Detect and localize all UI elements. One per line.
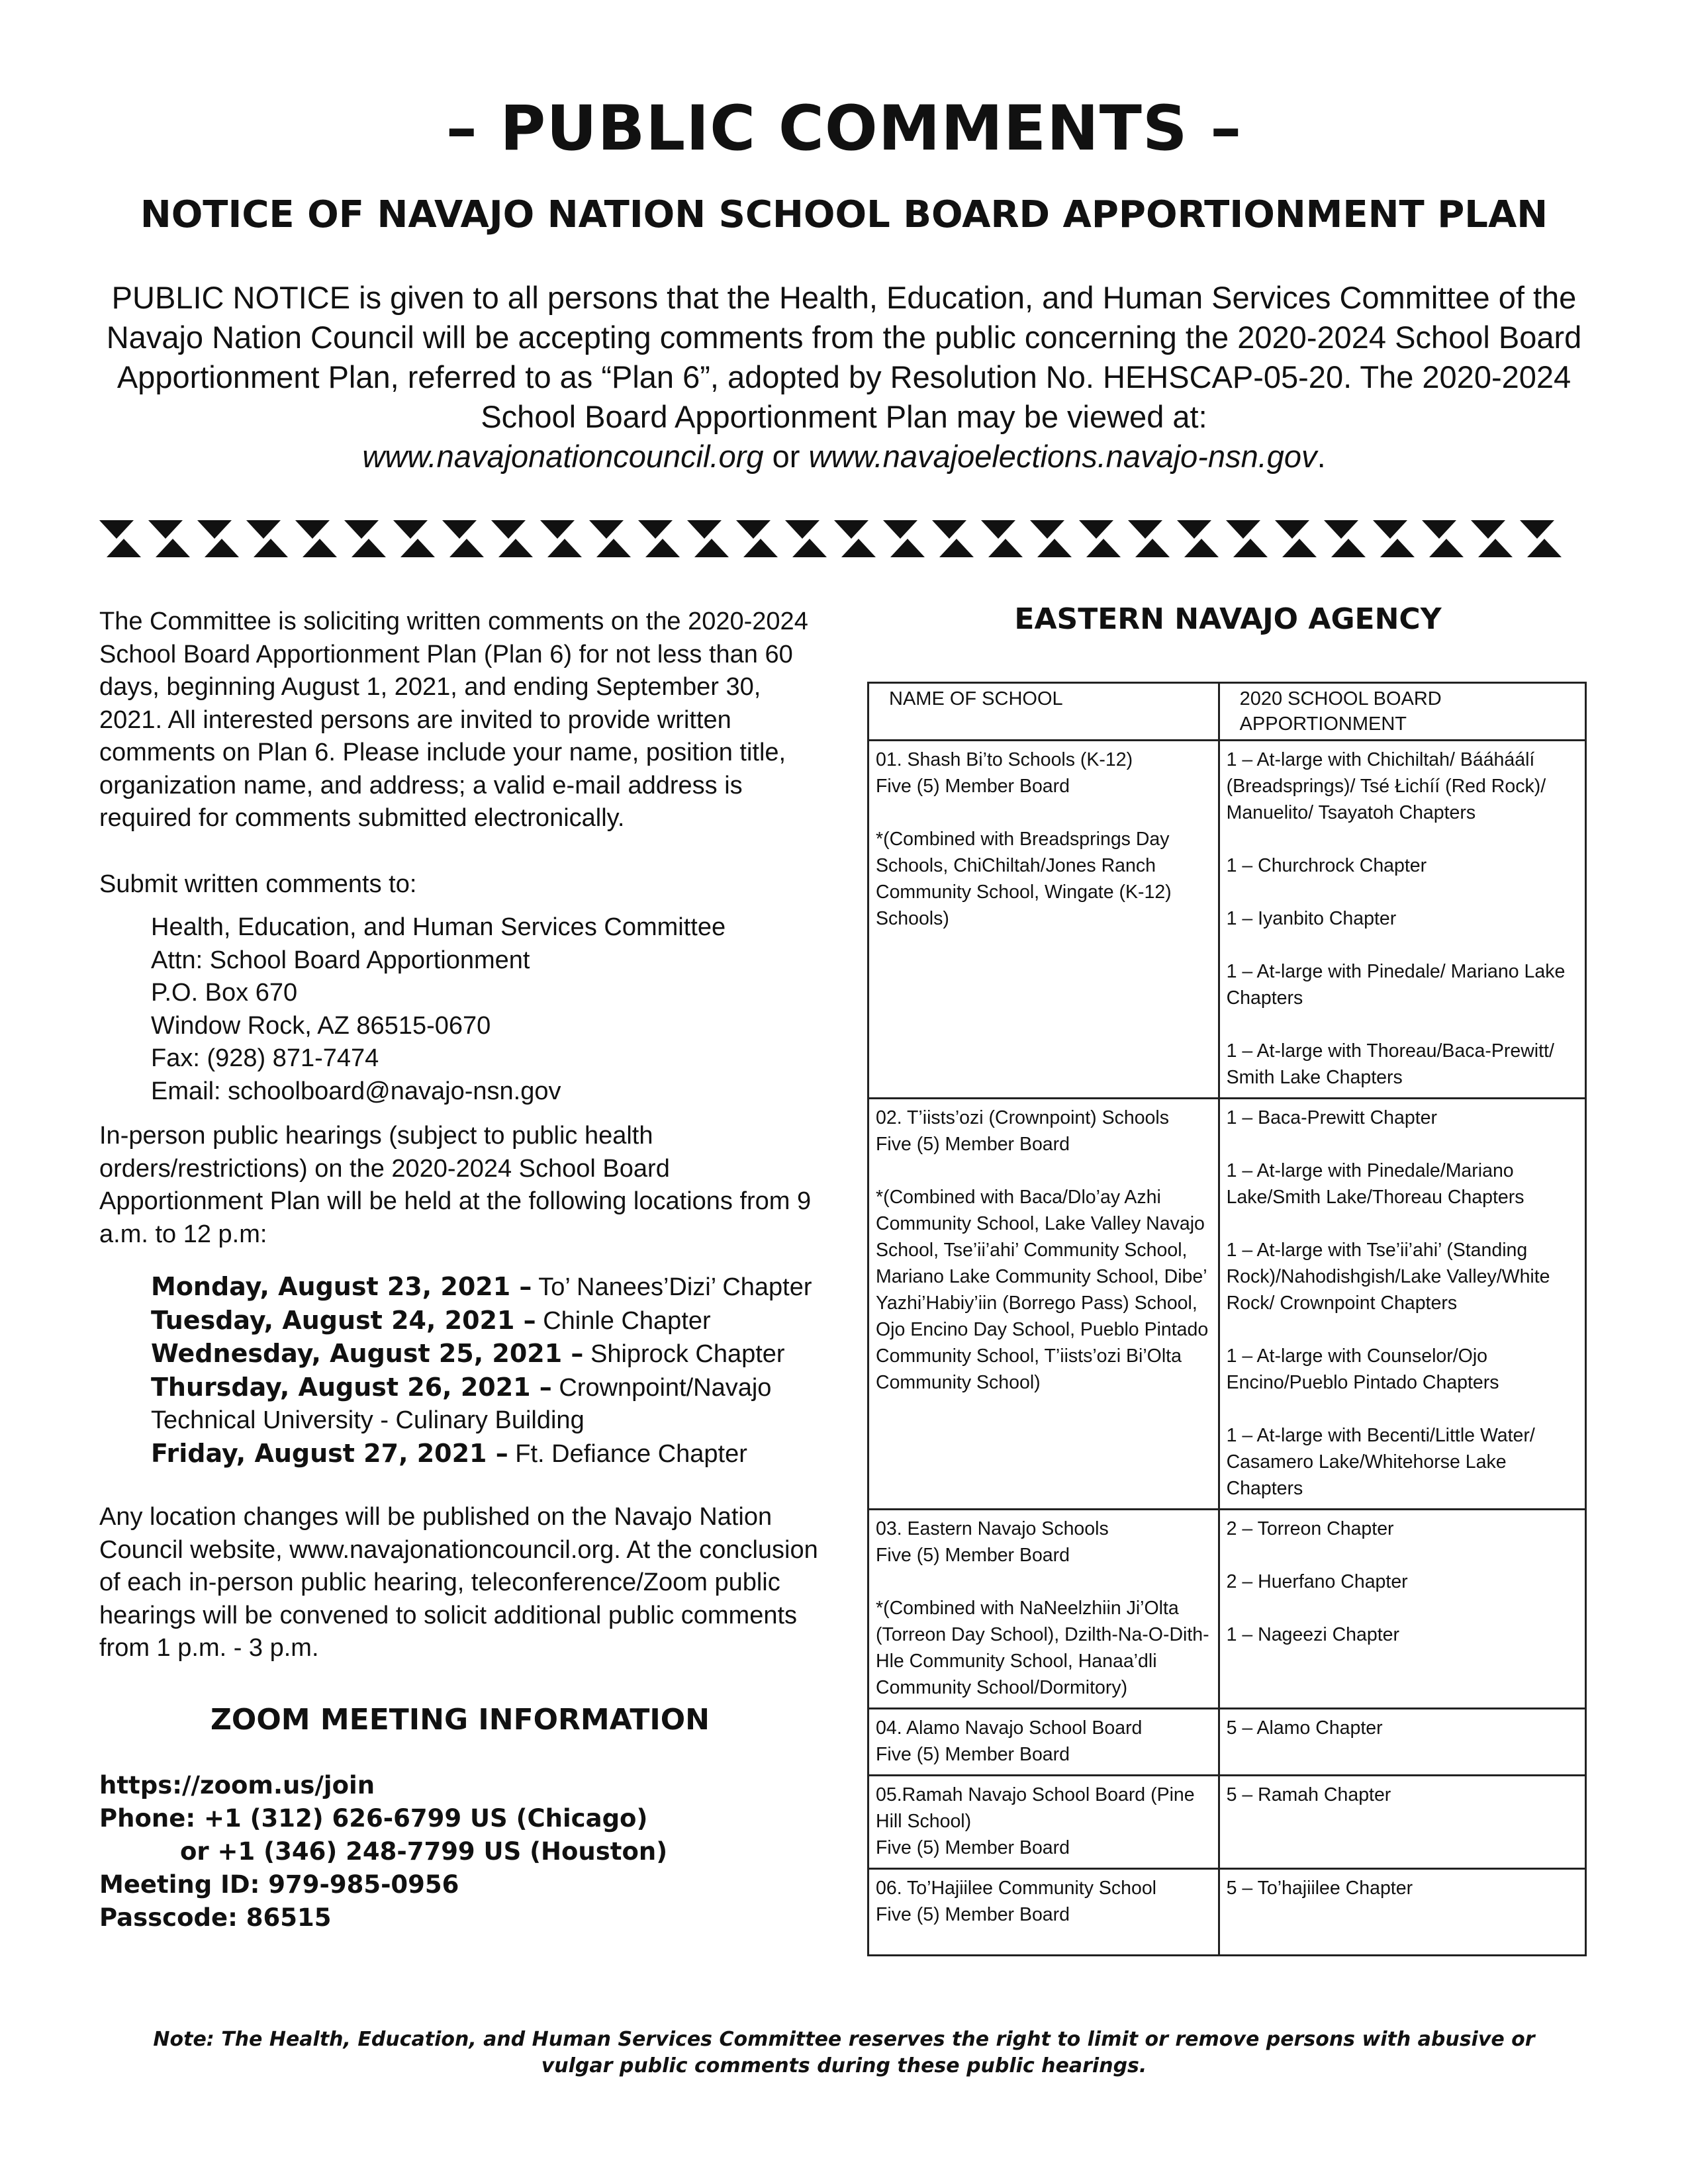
- mailing-address: [99, 911, 821, 1108]
- apportionment-entry: 5 – Alamo Chapter: [1226, 1717, 1383, 1739]
- school-name: 02. T’iists’ozi (Crownpoint) Schools: [876, 1107, 1169, 1128]
- council-url: www.navajonationcouncil.org: [362, 439, 764, 474]
- apportionment-entry: 1 – At-large with Counselor/Ojo Encino/Pueblo Pintado Chapters: [1226, 1345, 1499, 1393]
- apportionment-entry: 1 – Churchrock Chapter: [1226, 855, 1427, 876]
- combined-schools: *(Combined with NaNeelzhiin Ji’Olta (Torreon Day School), Dzilth-Na-O-Dith-Hle Community School, Hanaa’dli Community School/Dormitory): [876, 1598, 1209, 1698]
- address-line-po-box: P.O. Box 670: [151, 979, 298, 1007]
- hearing-place: Chinle Chapter: [543, 1306, 711, 1335]
- table-row: [868, 741, 1586, 1099]
- board-size: Five (5) Member Board: [876, 1545, 1070, 1566]
- table-row: [868, 1510, 1586, 1709]
- hearing-date: Wednesday, August 25, 2021 –: [151, 1339, 584, 1368]
- board-size: Five (5) Member Board: [876, 1134, 1070, 1155]
- table-row: [868, 1709, 1586, 1776]
- hearing-place: Crownpoint/Navajo Technical University - Culinary Building: [151, 1373, 772, 1434]
- school-name: 03. Eastern Navajo Schools: [876, 1518, 1109, 1539]
- hearing-place: Shiprock Chapter: [590, 1340, 785, 1368]
- address-line-fax: Fax: (928) 871-7474: [151, 1044, 379, 1072]
- table-row: [868, 1099, 1586, 1510]
- hearing-item: [151, 1271, 821, 1304]
- board-size: Five (5) Member Board: [876, 1904, 1070, 1925]
- apportionment-cell: [1219, 741, 1585, 1099]
- school-cell: [868, 1776, 1219, 1869]
- address-line-attn: Attn: School Board Apportionment: [151, 946, 530, 974]
- apportionment-entry: 1 – At-large with Chichiltah/ Bááháálí (Breadsprings)/ Tsé Łichíí (Red Rock)/ Manuelito/ Tsayatoh Chapters: [1226, 749, 1546, 823]
- apportionment-entry: 2 – Torreon Chapter: [1226, 1518, 1394, 1539]
- page-subtitle: NOTICE OF NAVAJO NATION SCHOOL BOARD APPORTIONMENT PLAN: [140, 193, 1548, 236]
- apportionment-table: [867, 682, 1587, 1956]
- school-cell: [868, 1869, 1219, 1956]
- footnote: Note: The Health, Education, and Human Services Committee reserves the right to limit or remove persons with abusive or vulgar public comments during these public hearings.: [153, 2028, 1535, 2077]
- soliciting-paragraph: The Committee is soliciting written comments on the 2020-2024 School Board Apportionment Plan (Plan 6) for not less than 60 days, beginning August 1, 2021, and ending September 30, 2021. All interested persons are invited to provide written comments on Plan 6. Please include your name, position title, organization name, and address; a valid e-mail address is required for comments submitted electronically.: [99, 608, 808, 832]
- school-name: 01. Shash Bi’to Schools (K-12): [876, 749, 1133, 770]
- apportionment-entry: 1 – Nageezi Chapter: [1226, 1624, 1399, 1645]
- elections-url: www.navajoelections.navajo-nsn.gov: [808, 439, 1317, 474]
- public-notice: [86, 278, 1602, 477]
- zoom-heading: ZOOM MEETING INFORMATION: [211, 1702, 710, 1737]
- school-cell: [868, 1709, 1219, 1776]
- hearings-intro: In-person public hearings (subject to public health orders/restrictions) on the 2020-2024 School Board Apportionment Plan will be held at the following locations from 9 a.m. to 12 p.m:: [99, 1122, 812, 1248]
- notice-end: .: [1317, 439, 1326, 474]
- apportionment-entry: 1 – Iyanbito Chapter: [1226, 908, 1397, 929]
- apportionment-cell: [1219, 1099, 1585, 1510]
- hearing-place: To’ Nanees’Dizi’ Chapter: [538, 1273, 812, 1301]
- board-size: Five (5) Member Board: [876, 776, 1070, 797]
- apportionment-cell: [1219, 1510, 1585, 1709]
- table-header-row: [868, 683, 1586, 741]
- zoom-meeting-id: Meeting ID: 979-985-0956: [99, 1870, 459, 1899]
- apportionment-entry: 1 – At-large with Becenti/Little Water/ Casamero Lake/Whitehorse Lake Chapters: [1226, 1425, 1535, 1499]
- decorative-zigzag-border: [99, 516, 1589, 563]
- apportionment-entry: 1 – Baca-Prewitt Chapter: [1226, 1107, 1437, 1128]
- zoom-passcode: Passcode: 86515: [99, 1903, 332, 1932]
- column-header-apportionment: 2020 SCHOOL BOARD APPORTIONMENT: [1219, 683, 1585, 741]
- apportionment-entry: 1 – At-large with Pinedale/ Mariano Lake Chapters: [1226, 961, 1566, 1009]
- zoom-link[interactable]: https://zoom.us/join: [99, 1771, 375, 1799]
- hearing-item: [151, 1437, 821, 1471]
- page-title: – PUBLIC COMMENTS –: [445, 93, 1243, 165]
- apportionment-entry: 1 – At-large with Pinedale/Mariano Lake/Smith Lake/Thoreau Chapters: [1226, 1160, 1524, 1208]
- school-name: 06. To’Hajiilee Community School: [876, 1878, 1157, 1899]
- board-size: Five (5) Member Board: [876, 1744, 1070, 1765]
- hearing-date: Friday, August 27, 2021 –: [151, 1438, 508, 1468]
- hearing-date: Tuesday, August 24, 2021 –: [151, 1305, 536, 1335]
- notice-text: PUBLIC NOTICE is given to all persons that the Health, Education, and Human Services Committee of the Navajo Nation Council will be accepting comments from the public concerning the 2020-2024 School Board Apportionment Plan, referred to as “Plan 6”, adopted by Resolution No. HEHSCAP-05-20. The 2020-2024 School Board Apportionment Plan may be viewed at:: [106, 280, 1582, 434]
- table-row: [868, 1869, 1586, 1956]
- board-size: Five (5) Member Board: [876, 1837, 1070, 1858]
- apportionment-cell: [1219, 1776, 1585, 1869]
- school-name: 04. Alamo Navajo School Board: [876, 1717, 1143, 1739]
- hearing-item: [151, 1338, 821, 1371]
- table-row: [868, 1776, 1586, 1869]
- combined-schools: *(Combined with Baca/Dlo’ay Azhi Community School, Lake Valley Navajo School, Tse’ii’ahi’ Community School, Mariano Lake Community School, Dibe’ Yazhi’Habiy’iin (Borrego Pass) School, Ojo Encino Day School, Pueblo Pintado Community School, T’iists’ozi Bi’Olta Community School): [876, 1187, 1209, 1393]
- apportionment-cell: [1219, 1869, 1585, 1956]
- hearing-date: Monday, August 23, 2021 –: [151, 1272, 532, 1301]
- apportionment-entry: 5 – To’hajiilee Chapter: [1226, 1878, 1413, 1899]
- apportionment-entry: 2 – Huerfano Chapter: [1226, 1571, 1408, 1592]
- hearing-item: [151, 1371, 821, 1437]
- address-line-city: Window Rock, AZ 86515-0670: [151, 1011, 491, 1040]
- hearing-item: [151, 1304, 821, 1338]
- school-cell: [868, 1099, 1219, 1510]
- zoom-phone-houston: or +1 (346) 248-7799 US (Houston): [180, 1837, 668, 1866]
- address-line-email: Email: schoolboard@navajo-nsn.gov: [151, 1077, 561, 1105]
- column-header-school: NAME OF SCHOOL: [868, 683, 1219, 741]
- submit-label: Submit written comments to:: [99, 870, 417, 898]
- apportionment-entry: 1 – At-large with Thoreau/Baca-Prewitt/ Smith Lake Chapters: [1226, 1040, 1554, 1088]
- left-column: [99, 606, 821, 1934]
- address-line-committee: Health, Education, and Human Services Committee: [151, 913, 726, 941]
- apportionment-entry: 1 – At-large with Tse’ii’ahi’ (Standing Rock)/Nahodishgish/Lake Valley/White Rock/ Crownpoint Chapters: [1226, 1240, 1550, 1314]
- hearing-list: [99, 1271, 821, 1471]
- agency-heading: EASTERN NAVAJO AGENCY: [1014, 602, 1442, 636]
- school-cell: [868, 741, 1219, 1099]
- apportionment-cell: [1219, 1709, 1585, 1776]
- combined-schools: *(Combined with Breadsprings Day Schools, ChiChiltah/Jones Ranch Community School, Wingate (K-12) Schools): [876, 829, 1172, 929]
- location-changes-paragraph: Any location changes will be published on the Navajo Nation Council website, www.navajonationcouncil.org. At the conclusion of each in-person public hearing, teleconference/Zoom public hearings will be convened to solicit additional public comments from 1 p.m. - 3 p.m.: [99, 1503, 818, 1662]
- hearing-place: Ft. Defiance Chapter: [515, 1439, 747, 1468]
- notice-or: or: [772, 439, 800, 474]
- school-name: 05.Ramah Navajo School Board (Pine Hill School): [876, 1784, 1195, 1832]
- zoom-phone-chicago: Phone: +1 (312) 626-6799 US (Chicago): [99, 1804, 648, 1833]
- zoom-info: [99, 1769, 821, 1934]
- apportionment-entry: 5 – Ramah Chapter: [1226, 1784, 1391, 1805]
- school-cell: [868, 1510, 1219, 1709]
- hearing-date: Thursday, August 26, 2021 –: [151, 1372, 552, 1402]
